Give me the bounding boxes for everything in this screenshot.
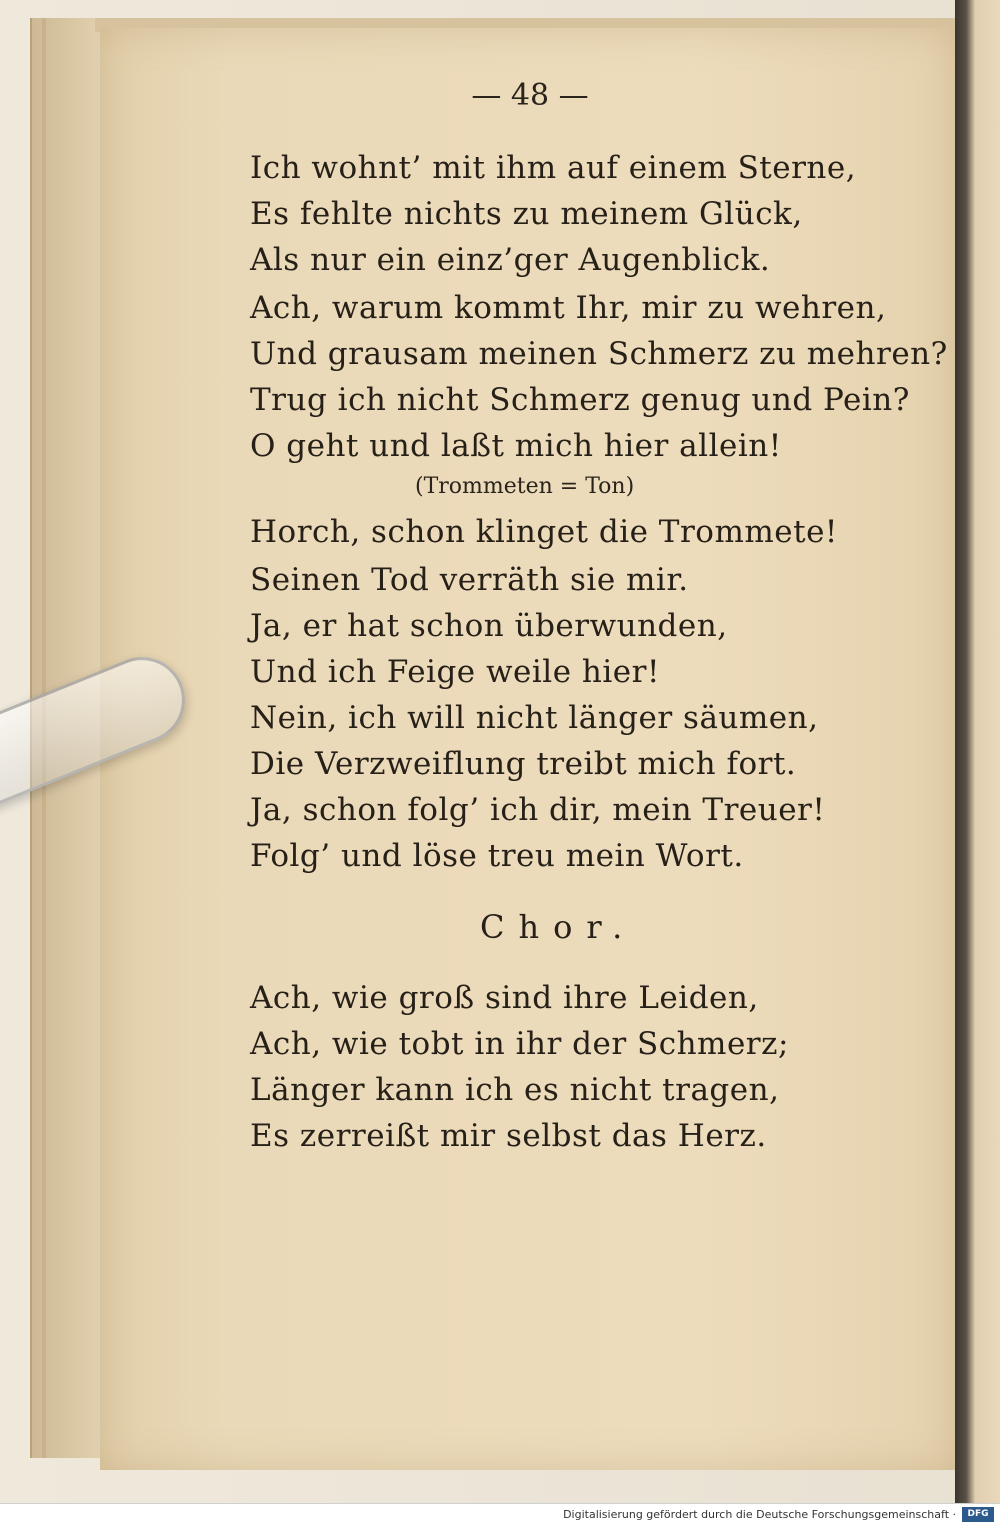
chorus-line: Länger kann ich es nicht tragen, (250, 1072, 780, 1108)
verse-line: Folg’ und löse treu mein Wort. (250, 838, 744, 874)
verse-line: Seinen Tod verräth sie mir. (250, 562, 689, 598)
verse-line: Als nur ein einz’ger Augenblick. (250, 242, 771, 278)
chorus-line: Ach, wie groß sind ihre Leiden, (250, 980, 759, 1016)
verse-line: Die Verzweiflung treibt mich fort. (250, 746, 797, 782)
verse-line: O geht und laßt mich hier allein! (250, 428, 782, 464)
verse-line: Trug ich nicht Schmerz genug und Pein? (250, 382, 910, 418)
page-number: — 48 — (471, 78, 589, 113)
verse-line: Und ich Feige weile hier! (250, 654, 660, 690)
verse-line: Ja, er hat schon überwunden, (250, 608, 728, 644)
verse-line: Nein, ich will nicht länger säumen, (250, 700, 819, 736)
verse-line: Horch, schon klinget die Trommete! (250, 514, 838, 550)
stage-direction: (Trommeten = Ton) (415, 474, 635, 499)
verse-line: Ja, schon folg’ ich dir, mein Treuer! (250, 792, 826, 828)
verse-line: Es fehlte nichts zu meinem Glück, (250, 196, 803, 232)
footer-credit: Digitalisierung gefördert durch die Deutsche Forschungsgemeinschaft · (563, 1508, 956, 1521)
verse-line: Ach, warum kommt Ihr, mir zu wehren, (250, 290, 887, 326)
dfg-logo-icon: DFG (962, 1507, 994, 1522)
chorus-heading: Chor. (480, 908, 637, 946)
chorus-line: Ach, wie tobt in ihr der Schmerz; (250, 1026, 789, 1062)
verse-line: Und grausam meinen Schmerz zu mehren? (250, 336, 948, 372)
verse-line: Ich wohnt’ mit ihm auf einem Sterne, (250, 150, 857, 186)
chorus-line: Es zerreißt mir selbst das Herz. (250, 1118, 767, 1154)
footer-bar (0, 1503, 1000, 1526)
facing-page-edge (955, 0, 1000, 1503)
